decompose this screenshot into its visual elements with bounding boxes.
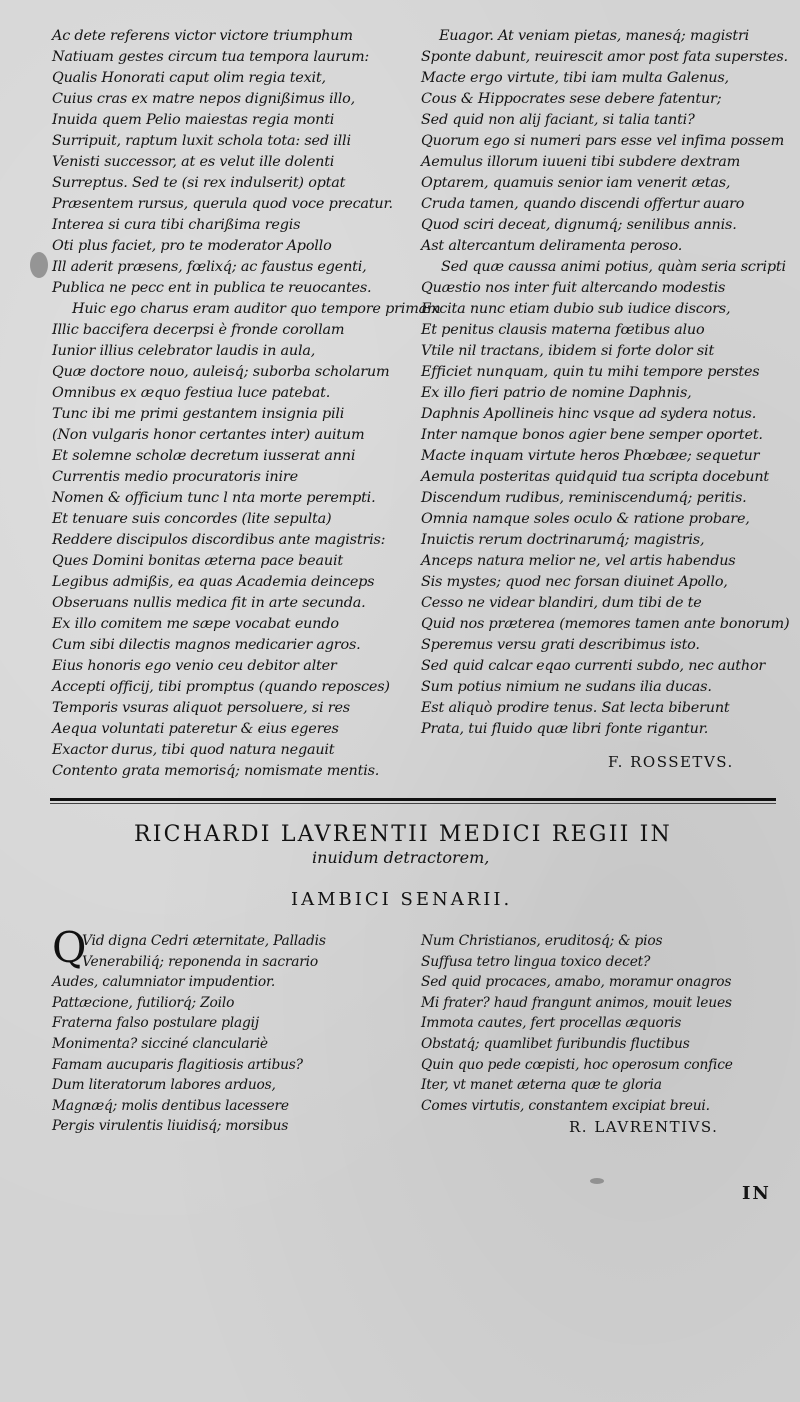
- first-poem-left-column: [52, 26, 440, 782]
- verse-line: Sed quæ caussa animi potius, quàm seria scripti: [441, 259, 786, 275]
- verse-line: Num Christianos, eruditosq́; & pios: [421, 933, 663, 949]
- verse-line: Cuius cras ex matre nepos dignißimus illo,: [52, 91, 356, 107]
- verse-line: Dum literatorum labores arduos,: [52, 1077, 276, 1094]
- verse-line: Ex illo comitem me sæpe vocabat eundo: [52, 616, 339, 632]
- verse-line: Daphnis Apollineis hinc vsque ad sydera notus.: [421, 406, 757, 422]
- verse-line: Reddere discipulos discordibus ante magistris:: [52, 532, 386, 548]
- ink-blot: [590, 1178, 604, 1184]
- verse-line: Ac dete referens victor victore triumphum: [52, 28, 353, 44]
- verse-line: Anceps natura melior ne, vel artis habendus: [421, 553, 736, 569]
- verse-line: Vid digna Cedri æternitate, Palladis: [82, 933, 326, 949]
- verse-line: Omnia namque soles oculo & ratione probare,: [421, 511, 750, 527]
- verse-line: Sponte dabunt, reuirescit amor post fata superstes.: [421, 49, 788, 65]
- verse-line: Sum potius nimium ne sudans ilia ducas.: [421, 679, 712, 695]
- verse-line: Immota cautes, fert procellas æquoris: [421, 1015, 682, 1032]
- verse-line: Mi frater? haud frangunt animos, mouit leues: [421, 994, 732, 1011]
- author-signature: F. ROSSETVS.: [608, 753, 734, 771]
- first-poem-right-column: [421, 26, 789, 740]
- section-divider: [50, 798, 776, 801]
- verse-line: Ques Domini bonitas æterna pace beauit: [52, 553, 343, 569]
- verse-line: Quorum ego si numeri pars esse vel infima possem: [421, 133, 785, 149]
- verse-line: Ex illo fieri patrio de nomine Daphnis,: [421, 385, 692, 401]
- second-poem-left-column: [52, 931, 326, 1137]
- verse-line: Inuida quem Pelio maiestas regia monti: [52, 112, 335, 128]
- verse-line: Legibus admißis, ea quas Academia deinceps: [52, 574, 375, 590]
- poem-subtitle: inuidum detractorem,: [312, 848, 490, 867]
- verse-line: Et penitus clausis materna fœtibus aluo: [421, 322, 705, 338]
- verse-line: Sed quid non alij faciant, si talia tanti?: [421, 112, 695, 128]
- verse-line: Venerabiliq́; reponenda in sacrario: [82, 953, 318, 970]
- verse-line: Speremus versu grati describimus isto.: [421, 637, 700, 653]
- verse-line: Eius honoris ego venio ceu debitor alter: [52, 658, 337, 674]
- verse-line: Suffusa tetro lingua toxico decet?: [421, 953, 651, 970]
- verse-line: Præsentem rursus, querula quod voce precatur.: [52, 196, 393, 212]
- verse-line: Iunior illius celebrator laudis in aula,: [52, 343, 316, 359]
- verse-line: Cruda tamen, quando discendi offertur auaro: [421, 196, 745, 212]
- verse-line: Vtile nil tractans, ibidem si forte dolor sit: [421, 343, 715, 359]
- verse-line: Contento grata memorisq́; nomismate mentis.: [52, 763, 380, 779]
- verse-line: Macte ergo virtute, tibi iam multa Galenus,: [421, 70, 729, 86]
- verse-line: Interea si cura tibi charißima regis: [52, 217, 301, 233]
- verse-line: Sed quid calcar eqao currenti subdo, nec author: [421, 658, 766, 674]
- verse-line: Illic baccifera decerpsi è fronde corollam: [52, 322, 345, 338]
- verse-line: Aemulus illorum iuueni tibi subdere dextram: [421, 154, 741, 170]
- verse-line: Qualis Honorati caput olim regia texit,: [52, 70, 326, 86]
- verse-line: Surreptus. Sed te (si rex indulserit) optat: [52, 175, 346, 191]
- catchword: IN: [742, 1183, 771, 1204]
- verse-line: Temporis vsuras aliquot persoluere, si res: [52, 700, 350, 716]
- verse-line: Est aliquò prodire tenus. Sat lecta biberunt: [421, 700, 730, 716]
- second-poem-right-column: [421, 931, 733, 1116]
- verse-line: Aequa voluntati pateretur & eius egeres: [52, 721, 339, 737]
- verse-line: Efficiet nunquam, quin tu mihi tempore perstes: [421, 364, 760, 380]
- verse-line: Venisti successor, at es velut ille dolenti: [52, 154, 335, 170]
- verse-line: Obstatq́; quamlibet furibundis fluctibus: [421, 1035, 690, 1052]
- verse-line: Huic ego charus eram auditor quo tempore primam: [72, 301, 441, 317]
- verse-line: Audes, calumniator impudentior.: [52, 974, 276, 991]
- verse-line: Aemula posteritas quidquid tua scripta docebunt: [421, 469, 769, 485]
- verse-line: Oti plus faciet, pro te moderator Apollo: [52, 238, 332, 254]
- verse-line: Euagor. At veniam pietas, manesq́; magistri: [439, 28, 750, 44]
- verse-line: Iter, vt manet æterna quæ te gloria: [421, 1077, 662, 1094]
- verse-line: Sed quid procaces, amabo, moramur onagros: [421, 974, 732, 991]
- verse-line: Publica ne pecc ent in publica te reuocantes.: [52, 280, 372, 296]
- verse-line: Nomen & officium tunc l nta morte perempti.: [52, 490, 376, 506]
- verse-line: Obseruans nullis medica fit in arte secunda.: [52, 595, 366, 611]
- verse-line: Ast altercantum deliramenta peroso.: [421, 238, 683, 254]
- verse-line: Inter namque bonos agier bene semper oportet.: [421, 427, 763, 443]
- ink-blot: [30, 252, 48, 278]
- verse-line: Surripuit, raptum luxit schola tota: sed illi: [52, 133, 351, 149]
- verse-line: Magnæq́; molis dentibus lacessere: [52, 1097, 289, 1114]
- verse-line: Prata, tui fluido quæ libri fonte rigantur.: [421, 721, 709, 737]
- verse-line: Cum sibi dilectis magnos medicarier agros.: [52, 637, 361, 653]
- verse-line: Quæstio nos inter fuit altercando modestis: [421, 280, 726, 296]
- verse-line: Fraterna falso postulare plagij: [52, 1015, 259, 1032]
- verse-line: (Non vulgaris honor certantes inter) auitum: [52, 427, 365, 443]
- drop-cap: Q: [52, 923, 87, 972]
- verse-line: Pattæcione, futiliorq́; Zoilo: [52, 994, 235, 1011]
- verse-line: Cous & Hippocrates sese debere fatentur;: [421, 91, 722, 107]
- verse-line: Quid nos præterea (memores tamen ante bonorum): [421, 616, 790, 632]
- verse-line: Monimenta? sicciné clanculariè: [52, 1035, 268, 1052]
- poem-title: RICHARDI LAVRENTII MEDICI REGII IN: [134, 822, 673, 847]
- verse-line: Quod sciri deceat, dignumq́; senilibus annis.: [421, 217, 737, 233]
- verse-line: Famam aucuparis flagitiosis artibus?: [52, 1056, 303, 1073]
- section-divider-thin: [50, 803, 776, 804]
- verse-line: Currentis medio procuratoris inire: [52, 469, 298, 485]
- verse-line: Macte inquam virtute heros Phœbæe; sequetur: [421, 448, 760, 464]
- verse-line: Exactor durus, tibi quod natura negauit: [52, 742, 335, 758]
- verse-line: Quin quo pede cœpisti, hoc operosum confice: [421, 1056, 733, 1073]
- verse-line: Omnibus ex æquo festiua luce patebat.: [52, 385, 331, 401]
- verse-line: Discendum rudibus, reminiscendumq́; peritis.: [421, 490, 747, 506]
- verse-line: Excita nunc etiam dubio sub iudice discors,: [421, 301, 731, 317]
- verse-line: Accepti officij, tibi promptus (quando reposces): [52, 679, 390, 695]
- verse-line: Quæ doctore nouo, auleisq́; suborba scholarum: [52, 364, 390, 380]
- verse-line: Optarem, quamuis senior iam venerit ætas,: [421, 175, 731, 191]
- author-signature: R. LAVRENTIVS.: [569, 1118, 719, 1136]
- verse-line: Comes virtutis, constantem excipiat breui.: [421, 1097, 710, 1114]
- verse-line: Pergis virulentis liuidisq́; morsibus: [52, 1118, 289, 1135]
- verse-line: Inuictis rerum doctrinarumq́; magistris,: [421, 532, 705, 548]
- verse-line: Et tenuare suis concordes (lite sepulta): [52, 511, 332, 527]
- verse-line: Cesso ne videar blandiri, dum tibi de te: [421, 595, 702, 611]
- verse-line: Ill aderit præsens, fœlixq́; ac faustus egenti,: [52, 259, 367, 275]
- verse-line: Natiuam gestes circum tua tempora laurum:: [52, 49, 370, 65]
- verse-line: Sis mystes; quod nec forsan diuinet Apollo,: [421, 574, 728, 590]
- meter-heading: IAMBICI SENARII.: [291, 889, 513, 910]
- verse-line: Tunc ibi me primi gestantem insignia pili: [52, 406, 345, 422]
- verse-line: Et solemne scholæ decretum iusserat anni: [52, 448, 356, 464]
